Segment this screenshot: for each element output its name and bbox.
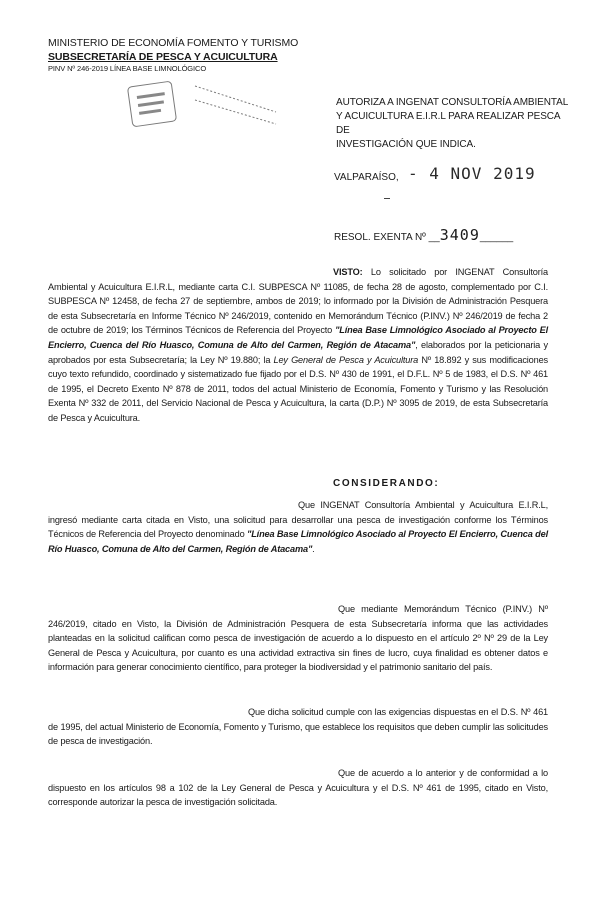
signature-mark [384, 198, 390, 199]
resolution-subject [336, 96, 576, 152]
considerando-paragraph [48, 498, 548, 556]
paragraph-text: Que INGENAT Consultoría Ambiental y Acuicultura E.I.R.L, ingresó mediante carta citada en Visto, una solicitud para desarrollar una pesca de investigación conforme los Términos Técnicos de Referencia del Proyecto denominado [48, 500, 548, 540]
ministry-name: MINISTERIO DE ECONOMÍA FOMENTO Y TURISMO [48, 37, 299, 49]
place-name: VALPARAÍSO, [334, 172, 399, 183]
paragraph-text: Que mediante Memorándum Técnico (P.INV.) Nº 246/2019, citado en Visto, la División de Administración Pesquera de esta Subsecretaría informa que las actividades planteadas en la solicitud califican como pesca de investigación de acuerdo a lo dispuesto en el artículo 2º Nº 29 de la Ley General de Pesca y Acuicultura, por cuanto es una actividad extractiva sin fines de lucro, cuya finalidad es obtener datos e información para generar conocimiento científico, para proteger la biodiversidad y el patrimonio sanitario del país. [48, 604, 548, 673]
visto-paragraph [48, 265, 548, 426]
subsecretary-name: SUBSECRETARÍA DE PESCA Y ACUICULTURA [48, 51, 278, 63]
resolution-prefix: __ [428, 232, 440, 243]
letterhead [48, 36, 299, 74]
visto-text: Nº 18.892 y sus modificaciones cuyo texto refundido, coordinado y sistematizado fue fijado por el D.S. Nº 430 de 1991, el D.F.L. Nº 5 de 1983, el D.S. Nº 461 de 1995, el Decreto Exento Nº 878 de 2011, todos del actual Ministerio de Economía, Fomento y Turismo y las Resolución Exenta Nº 332 de 2011, del Servicio Nacional de Pesca y Acuicultura, la carta (D.P.) Nº 3095 de 2019, de esta Subsecretaría de Pesca y Acuicultura. [48, 354, 548, 423]
considerando-paragraph [48, 705, 548, 749]
office-stamp-icon [100, 78, 278, 130]
resolution-suffix: ______ [479, 232, 514, 243]
subject-line: Y ACUICULTURA E.I.R.L PARA REALIZAR PESCA DE [336, 111, 560, 136]
law-name: Ley General de Pesca y Acuicultura [273, 354, 419, 365]
paragraph-text: Que de acuerdo a lo anterior y de conformidad a lo dispuesto en los artículos 98 a 102 de la Ley General de Pesca y Acuicultura y el D.S. Nº 461 de 1995, citado en Visto, corresponde autorizar la pesca de investigación solicitada. [48, 768, 548, 808]
subject-line: AUTORIZA A INGENAT CONSULTORÍA AMBIENTAL [336, 97, 569, 108]
considerando-heading: CONSIDERANDO: [333, 478, 440, 489]
visto-label: VISTO: [333, 267, 363, 277]
visto-text: Lo solicitado por INGENAT Consultoría Ambiental y Acuicultura E.I.R.L, mediante carta C.I. SUBPESCA Nº 11085, de fecha 28 de agosto, complementado por C.I. SUBPESCA Nº 12458, de fecha 27 de septiembre, ambos de 2019; lo informado por la División de Administración Pesquera de esta Subsecretaría en Informe Técnico Nº 246/2019, contenido en Memorándum Técnico (P.INV.) Nº 246/2019 de fecha 2 de octubre de 2019; los Términos Técnicos de Referencia del Proyecto [48, 267, 548, 336]
project-name: "Línea Base Limnológico Asociado al Proyecto El Encierro, Cuenca del Río Huasco, Comuna de Alto del Carmen, Región de Atacama" [48, 325, 548, 350]
visto-text: , elaborados por la peticionaria y aprobados por esta Subsecretaría; la Ley Nº 19.880; la [48, 339, 548, 365]
resolution-number [334, 226, 513, 244]
considerando-paragraph [48, 602, 548, 675]
paragraph-text: Que dicha solicitud cumple con las exigencias dispuestas en el D.S. Nº 461 de 1995, del actual Ministerio de Economía, Fomento y Turismo, que establece los requisitos que deben cumplir las solicitudes de pesca de investigación. [48, 707, 548, 747]
subject-line: INVESTIGACIÓN QUE INDICA. [336, 139, 476, 150]
project-name: "Línea Base Limnológico Asociado al Proyecto El Encierro, Cuenca del Río Huasco, Comuna de Alto del Carmen, Región de Atacama" [48, 529, 548, 554]
date-stamp: - 4 NOV 2019 [408, 164, 536, 183]
resolution-label: RESOL. EXENTA Nº [334, 232, 426, 243]
resolution-value: 3409 [439, 226, 480, 244]
considerando-paragraph [48, 766, 548, 810]
file-reference: PINV Nº 246-2019 LÍNEA BASE LIMNOLÓGICO [48, 64, 207, 73]
paragraph-end: . [312, 543, 315, 554]
